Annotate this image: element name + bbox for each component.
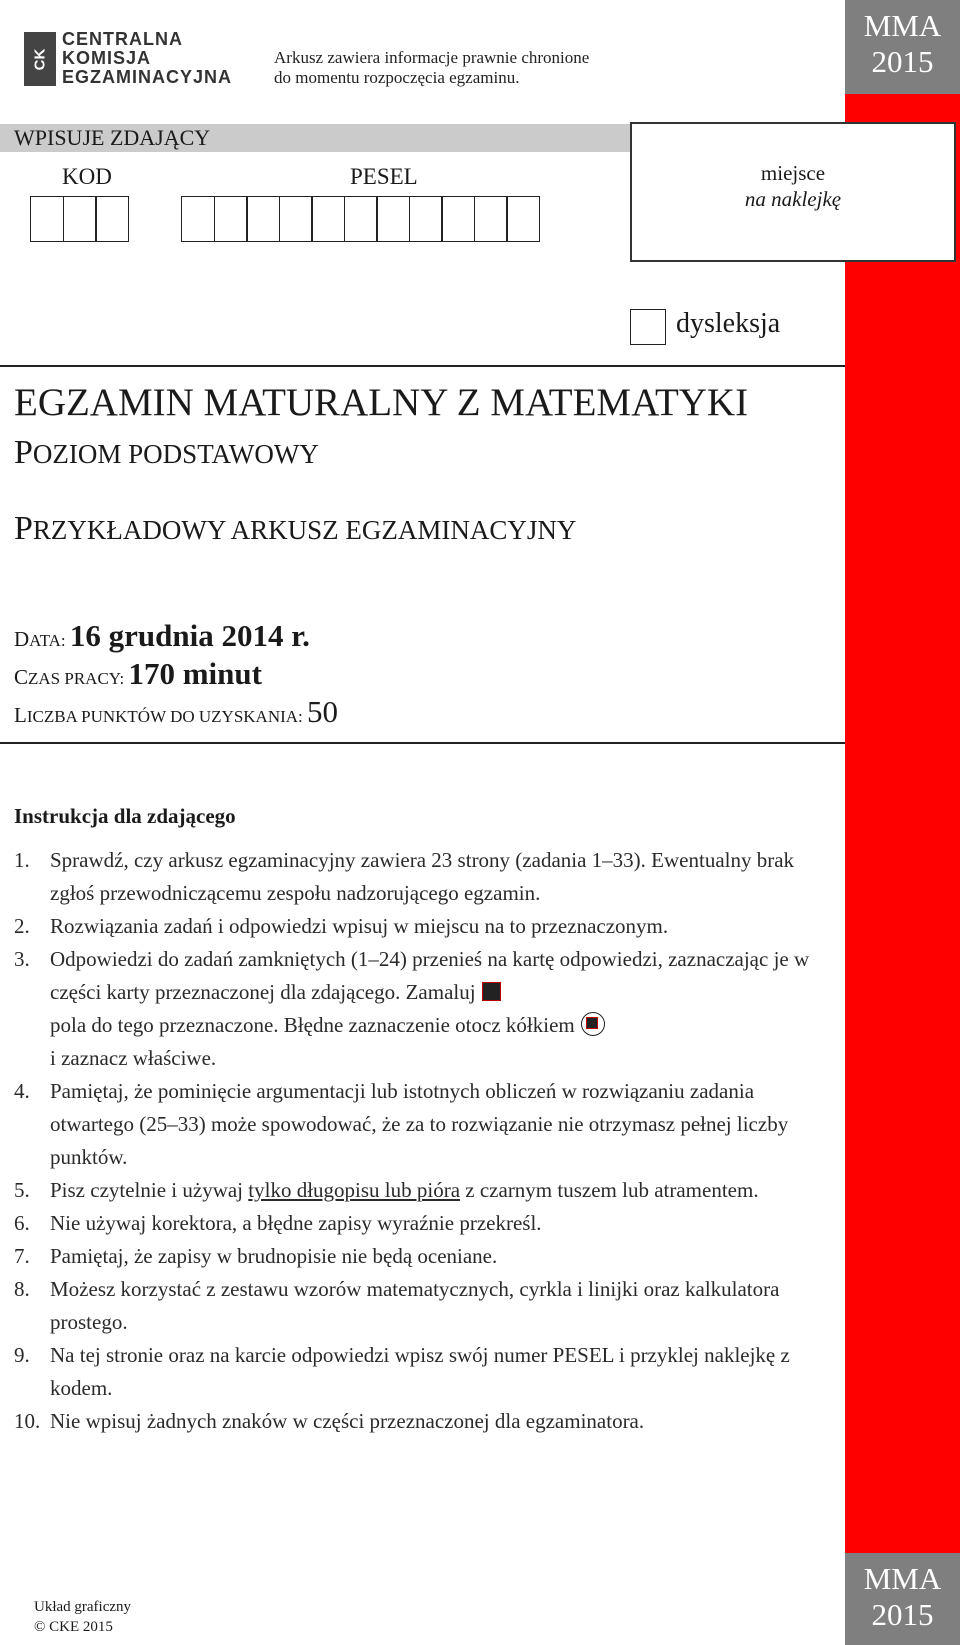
pesel-field[interactable] bbox=[181, 196, 539, 242]
list-item: 2. Rozwiązania zadań i odpowiedzi wpisuj w miejscu na to przeznaczonym. bbox=[14, 914, 669, 938]
pesel-cell[interactable] bbox=[214, 196, 248, 242]
exam-level: POZIOM PODSTAWOWY bbox=[14, 434, 319, 471]
divider bbox=[0, 365, 845, 367]
list-item: 3. Odpowiedzi do zadań zamkniętych (1–24) przenieś na kartę odpowiedzi, zaznaczając je w części karty przeznaczonej dla zdającego. Zamaluj pola do tego przeznaczone. Błędne zaznaczenie otocz kółkiem i zaznacz właściwe. bbox=[14, 947, 810, 1070]
exam-points: LICZBA PUNKTÓW DO UZYSKANIA: 50 bbox=[14, 694, 339, 729]
list-item: 8. Możesz korzystać z zestawu wzorów matematycznych, cyrkla i linijki oraz kalkulatora prostego. bbox=[14, 1277, 780, 1334]
pesel-cell[interactable] bbox=[409, 196, 443, 242]
sticker-sublabel: na naklejkę bbox=[744, 187, 842, 211]
filled-square-icon bbox=[482, 982, 501, 1001]
pesel-cell[interactable] bbox=[474, 196, 508, 242]
pesel-cell[interactable] bbox=[246, 196, 280, 242]
footer-credit: Układ graficzny © CKE 2015 bbox=[34, 1599, 132, 1635]
code-line1: MMA bbox=[863, 1561, 942, 1596]
list-item: 4. Pamiętaj, że pominięcie argumentacji lub istotnych obliczeń w rozwiązaniu zadania otwartego (25–33) może spowodować, że za to rozwiązanie nie otrzymasz pełnej liczby punktów. bbox=[14, 1079, 789, 1169]
exam-code-bottom bbox=[845, 1553, 960, 1645]
pesel-cell[interactable] bbox=[441, 196, 475, 242]
pesel-cell[interactable] bbox=[344, 196, 378, 242]
dyslexia-label: dysleksja bbox=[676, 308, 781, 339]
kod-cell[interactable] bbox=[63, 196, 97, 242]
dyslexia-checkbox[interactable] bbox=[630, 309, 666, 345]
list-item: 1. Sprawdź, czy arkusz egzaminacyjny zawiera 23 strony (zadania 1–33). Ewentualny brak zgłoś przewodniczącemu zespołu nadzorującego egzamin. bbox=[14, 848, 795, 905]
list-item: 5. Pisz czytelnie i używaj tylko długopisu lub pióra z czarnym tuszem lub atramentem. bbox=[14, 1178, 759, 1202]
sample-sheet-label: PRZYKŁADOWY ARKUSZ EGZAMINACYJNY bbox=[14, 510, 577, 547]
code-line1: MMA bbox=[863, 8, 942, 43]
pesel-cell[interactable] bbox=[506, 196, 540, 242]
kod-label: KOD bbox=[62, 164, 112, 189]
sticker-label: miejsce bbox=[760, 161, 826, 185]
pesel-cell[interactable] bbox=[181, 196, 215, 242]
kod-field[interactable] bbox=[30, 196, 128, 242]
exam-title: EGZAMIN MATURALNY Z MATEMATYKI bbox=[14, 381, 749, 424]
code-line2: 2015 bbox=[871, 1597, 934, 1632]
candidate-fills-label: WPISUJE ZDAJĄCY bbox=[14, 125, 211, 150]
instructions-heading: Instrukcja dla zdającego bbox=[14, 804, 236, 828]
pesel-cell[interactable] bbox=[376, 196, 410, 242]
kod-cell[interactable] bbox=[30, 196, 64, 242]
pesel-label: PESEL bbox=[350, 164, 418, 189]
circled-square-icon bbox=[581, 1012, 605, 1036]
instructions-list bbox=[14, 844, 834, 1438]
code-line2: 2015 bbox=[871, 44, 934, 79]
sticker-area[interactable] bbox=[630, 122, 956, 262]
cke-logo-text: CENTRALNA KOMISJA EGZAMINACYJNA bbox=[62, 29, 233, 87]
list-item: 6. Nie używaj korektora, a błędne zapisy wyraźnie przekreśl. bbox=[14, 1211, 542, 1235]
pesel-cell[interactable] bbox=[311, 196, 345, 242]
legal-notice: Arkusz zawiera informacje prawnie chronione do momentu rozpoczęcia egzaminu. bbox=[274, 48, 590, 87]
exam-duration: CZAS PRACY: 170 minut bbox=[14, 656, 262, 691]
divider bbox=[0, 742, 845, 744]
list-item: 9. Na tej stronie oraz na karcie odpowiedzi wpisz swój numer PESEL i przyklej naklejkę z kodem. bbox=[14, 1343, 790, 1400]
exam-date: DATA: 16 grudnia 2014 r. bbox=[14, 618, 310, 653]
pesel-cell[interactable] bbox=[279, 196, 313, 242]
cke-logo-icon: CK bbox=[24, 32, 56, 86]
list-item: 7. Pamiętaj, że zapisy w brudnopisie nie będą oceniane. bbox=[14, 1244, 498, 1268]
exam-code-top bbox=[845, 0, 960, 94]
kod-cell[interactable] bbox=[95, 196, 129, 242]
list-item: 10. Nie wpisuj żadnych znaków w części przeznaczonej dla egzaminatora. bbox=[14, 1409, 645, 1433]
